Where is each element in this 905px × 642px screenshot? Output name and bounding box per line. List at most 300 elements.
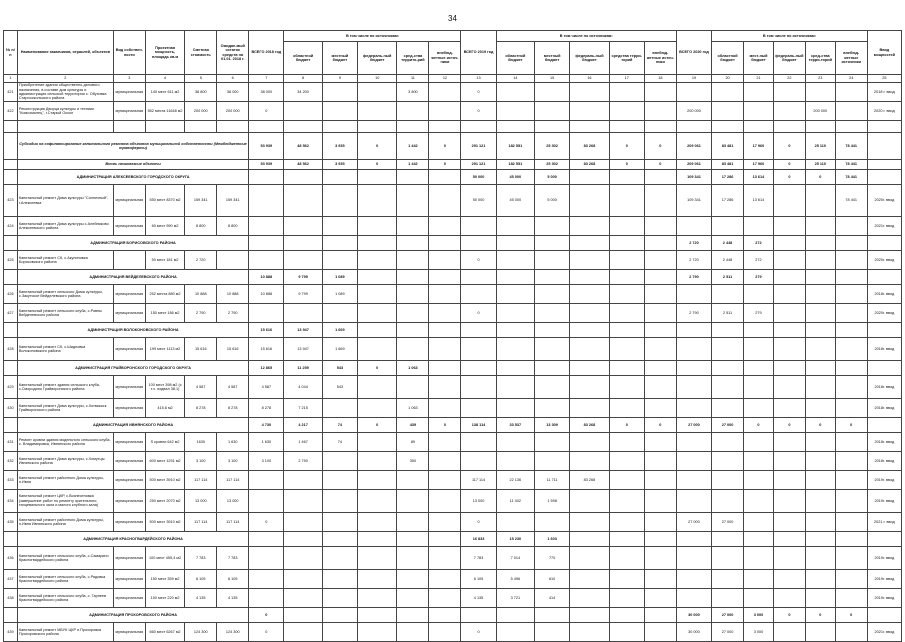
table-cell: 25 110 bbox=[805, 160, 835, 170]
table-cell bbox=[712, 338, 744, 361]
table-cell: 4 217 bbox=[284, 418, 322, 433]
table-cell bbox=[461, 270, 496, 285]
table-cell bbox=[429, 471, 461, 490]
row-number: 424 bbox=[4, 217, 18, 236]
table-cell bbox=[773, 185, 805, 217]
table-cell bbox=[835, 83, 867, 102]
table-cell bbox=[397, 102, 429, 121]
row-number: 435 bbox=[4, 513, 18, 532]
table-cell bbox=[867, 323, 901, 338]
table-cell: 610 bbox=[535, 570, 570, 589]
table-cell: 83 268 bbox=[570, 418, 609, 433]
table-cell bbox=[835, 270, 867, 285]
table-cell bbox=[570, 236, 609, 251]
table-cell: 0 bbox=[609, 418, 644, 433]
table-cell: 124 300 bbox=[217, 623, 249, 642]
table-cell: 200 000 bbox=[185, 102, 217, 121]
table-cell: 17 286 bbox=[712, 170, 744, 185]
table-cell bbox=[4, 532, 18, 547]
row-number: 423 bbox=[4, 185, 18, 217]
table-cell bbox=[322, 513, 357, 532]
object-name: Капитальный ремонт районного Дома культуры, п.Ивня Ивнянского района bbox=[17, 513, 113, 532]
header-capacity: Проектная мощность, площадь кв.м bbox=[145, 31, 184, 75]
table-cell bbox=[249, 547, 284, 570]
table-cell bbox=[357, 338, 396, 361]
table-cell bbox=[676, 376, 711, 399]
table-cell: 3 000 bbox=[744, 608, 774, 623]
table-cell bbox=[397, 304, 429, 323]
table-cell bbox=[609, 185, 644, 217]
table-cell: муниципальная bbox=[113, 623, 145, 642]
table-cell: 140 мест 611 м2 bbox=[145, 83, 184, 102]
table-cell: 4 730 bbox=[249, 418, 284, 433]
object-name: Капитальный ремонт сельского клуба, с.Самарино Красногвардейского района bbox=[17, 547, 113, 570]
table-cell: 2018г. ввод bbox=[867, 452, 901, 471]
table-cell: 109 341 bbox=[676, 185, 711, 217]
table-cell bbox=[676, 547, 711, 570]
table-cell bbox=[284, 304, 322, 323]
table-cell bbox=[535, 623, 570, 642]
table-cell: 9 799 bbox=[284, 270, 322, 285]
table-cell: 138 114 bbox=[461, 418, 496, 433]
table-cell bbox=[805, 399, 835, 418]
table-cell bbox=[322, 304, 357, 323]
object-name: Капитальный ремонт СК, с.Акулиновка Борисовского района bbox=[17, 251, 113, 270]
table-cell bbox=[867, 133, 901, 160]
table-cell: 2 750 bbox=[284, 452, 322, 471]
table-cell: 117 114 bbox=[185, 513, 217, 532]
table-cell bbox=[773, 589, 805, 608]
table-cell bbox=[570, 217, 609, 236]
table-cell bbox=[357, 323, 396, 338]
table-cell bbox=[773, 285, 805, 304]
table-cell bbox=[4, 418, 18, 433]
table-cell bbox=[535, 323, 570, 338]
table-cell: 182 551 bbox=[496, 160, 534, 170]
table-cell bbox=[676, 121, 711, 133]
table-cell bbox=[322, 623, 357, 642]
table-cell bbox=[535, 399, 570, 418]
table-cell: 17 960 bbox=[744, 160, 774, 170]
column-number: 8 bbox=[284, 75, 322, 83]
table-cell bbox=[609, 570, 644, 589]
table-cell bbox=[284, 471, 322, 490]
table-cell: 2 790 bbox=[676, 304, 711, 323]
table-cell: 0 bbox=[644, 133, 676, 160]
table-cell: 600 мест 1291 м2 bbox=[145, 452, 184, 471]
table-cell bbox=[570, 589, 609, 608]
table-cell bbox=[217, 251, 249, 270]
table-cell: 2018г. ввод bbox=[867, 433, 901, 452]
table-cell: муниципальная bbox=[113, 570, 145, 589]
subheader-source: федераль-ный бюджет bbox=[570, 42, 609, 75]
table-cell bbox=[249, 471, 284, 490]
table-cell bbox=[397, 532, 429, 547]
table-cell: муниципальная bbox=[113, 433, 145, 452]
table-cell: 0 bbox=[609, 133, 644, 160]
table-cell: 2 720 bbox=[185, 251, 217, 270]
page-number: 34 bbox=[448, 14, 457, 23]
table-cell bbox=[284, 490, 322, 513]
column-number: 19 bbox=[676, 75, 711, 83]
table-cell bbox=[712, 433, 744, 452]
subheader-source: областной бюджет bbox=[496, 42, 534, 75]
table-cell bbox=[461, 399, 496, 418]
table-cell bbox=[805, 532, 835, 547]
table-cell bbox=[570, 570, 609, 589]
section-label: Вновь начинаемые объекты bbox=[17, 160, 248, 170]
table-cell: 550 мест 8370 м2 bbox=[145, 185, 184, 217]
table-cell bbox=[744, 570, 774, 589]
table-cell bbox=[570, 270, 609, 285]
table-cell bbox=[609, 589, 644, 608]
table-cell: 78 441 bbox=[835, 185, 867, 217]
table-cell bbox=[4, 323, 18, 338]
table-cell: 30 000 bbox=[676, 608, 711, 623]
table-cell bbox=[773, 399, 805, 418]
table-cell: 2020г. ввод bbox=[867, 304, 901, 323]
table-cell: 50 000 bbox=[461, 185, 496, 217]
column-number: 23 bbox=[805, 75, 835, 83]
table-cell bbox=[535, 433, 570, 452]
table-cell: 17 960 bbox=[744, 133, 774, 160]
table-cell bbox=[570, 304, 609, 323]
table-row bbox=[4, 102, 902, 121]
table-cell bbox=[744, 471, 774, 490]
table-cell bbox=[835, 304, 867, 323]
table-row bbox=[4, 304, 902, 323]
table-cell bbox=[429, 304, 461, 323]
row-number: 436 bbox=[4, 547, 18, 570]
table-cell bbox=[867, 608, 901, 623]
table-cell: 1 442 bbox=[397, 160, 429, 170]
section-heading: АДМИНИСТРАЦИЯ ГРАЙВОРОНСКОГО ГОРОДСКОГО ОКРУГА bbox=[17, 361, 248, 376]
table-cell: 250 мест 2070 м2 bbox=[145, 490, 184, 513]
column-number: 2 bbox=[17, 75, 113, 83]
table-cell bbox=[397, 471, 429, 490]
table-cell bbox=[644, 589, 676, 608]
table-cell bbox=[676, 338, 711, 361]
table-cell bbox=[644, 608, 676, 623]
table-cell bbox=[835, 217, 867, 236]
table-row bbox=[4, 433, 902, 452]
table-cell bbox=[284, 547, 322, 570]
table-cell: 8 278 bbox=[217, 399, 249, 418]
table-cell: 2018г. ввод bbox=[867, 285, 901, 304]
table-cell: 0 bbox=[461, 623, 496, 642]
table-cell: 5 000 bbox=[535, 185, 570, 217]
table-cell bbox=[744, 102, 774, 121]
table-cell bbox=[644, 185, 676, 217]
table-cell: муниципальная bbox=[113, 376, 145, 399]
table-cell bbox=[284, 532, 322, 547]
table-row bbox=[4, 547, 902, 570]
row-number: 438 bbox=[4, 589, 18, 608]
table-cell bbox=[357, 236, 396, 251]
table-cell: 83 481 bbox=[712, 160, 744, 170]
table-cell bbox=[496, 270, 534, 285]
table-cell: 2019г. ввод bbox=[867, 547, 901, 570]
table-cell bbox=[835, 121, 867, 133]
table-cell bbox=[4, 608, 18, 623]
table-cell bbox=[357, 471, 396, 490]
section-heading-row bbox=[4, 236, 902, 251]
table-cell bbox=[496, 323, 534, 338]
table-cell bbox=[644, 399, 676, 418]
table-cell bbox=[496, 236, 534, 251]
table-cell: 38 000 bbox=[249, 83, 284, 102]
table-cell: 2020 г. ввод bbox=[867, 102, 901, 121]
table-cell: 4 044 bbox=[284, 376, 322, 399]
table-cell bbox=[805, 338, 835, 361]
table-cell bbox=[496, 608, 534, 623]
column-number: 10 bbox=[357, 75, 396, 83]
table-cell bbox=[644, 217, 676, 236]
table-cell bbox=[676, 532, 711, 547]
table-cell: 8 800 bbox=[217, 217, 249, 236]
table-cell: 1 669 bbox=[322, 323, 357, 338]
table-cell bbox=[835, 471, 867, 490]
table-cell: муниципальная bbox=[113, 490, 145, 513]
table-cell: 1 598 bbox=[535, 490, 570, 513]
table-cell bbox=[397, 589, 429, 608]
table-cell bbox=[570, 399, 609, 418]
subheader-source: сред-ства террито-рий bbox=[397, 42, 429, 75]
table-cell: 10 888 bbox=[249, 270, 284, 285]
table-cell bbox=[357, 608, 396, 623]
column-number: 14 bbox=[496, 75, 534, 83]
table-cell: 159 341 bbox=[217, 185, 249, 217]
table-cell: 2021г. ввод bbox=[867, 217, 901, 236]
table-cell bbox=[322, 490, 357, 513]
row-number: 433 bbox=[4, 471, 18, 490]
table-cell bbox=[744, 376, 774, 399]
table-cell bbox=[570, 251, 609, 270]
table-cell bbox=[496, 121, 534, 133]
table-cell: 770 bbox=[535, 547, 570, 570]
object-name: Капитальный ремонт Дома культуры с.Алейниково Алексеевского района bbox=[17, 217, 113, 236]
table-cell bbox=[249, 217, 284, 236]
table-cell bbox=[249, 185, 284, 217]
table-cell bbox=[357, 452, 396, 471]
subheader-source: местный бюджет bbox=[322, 42, 357, 75]
table-cell: 291 121 bbox=[461, 133, 496, 160]
table-cell bbox=[712, 399, 744, 418]
table-cell: 78 441 bbox=[835, 160, 867, 170]
table-cell: 117 114 bbox=[461, 471, 496, 490]
table-cell bbox=[676, 589, 711, 608]
subheader-source: федераль-ный бюджет bbox=[357, 42, 396, 75]
table-cell bbox=[357, 83, 396, 102]
table-cell bbox=[867, 160, 901, 170]
table-cell bbox=[397, 285, 429, 304]
section-heading: АДМИНИСТРАЦИЯ ИВНЯНСКОГО РАЙОНА bbox=[17, 418, 248, 433]
table-cell: 100 мест 398 м2 (с т.ч. подвал 38,1) bbox=[145, 376, 184, 399]
table-cell bbox=[744, 361, 774, 376]
column-number: 7 bbox=[249, 75, 284, 83]
table-cell bbox=[357, 433, 396, 452]
table-cell: 2021г. ввод bbox=[867, 623, 901, 642]
table-cell bbox=[744, 452, 774, 471]
table-cell: 3 721 bbox=[496, 589, 534, 608]
row-number: 422 bbox=[4, 102, 18, 121]
table-cell bbox=[676, 361, 711, 376]
table-cell: 3 000 bbox=[744, 623, 774, 642]
table-cell bbox=[357, 589, 396, 608]
table-cell bbox=[835, 513, 867, 532]
table-cell: 11 711 bbox=[535, 471, 570, 490]
table-cell: 2 790 bbox=[676, 270, 711, 285]
table-cell bbox=[249, 121, 284, 133]
table-cell bbox=[644, 513, 676, 532]
table-body bbox=[4, 83, 902, 642]
table-cell bbox=[461, 121, 496, 133]
table-cell bbox=[805, 547, 835, 570]
table-cell bbox=[805, 121, 835, 133]
table-cell: 45 000 bbox=[496, 185, 534, 217]
table-cell: 13 614 bbox=[744, 170, 774, 185]
table-cell: 0 bbox=[429, 160, 461, 170]
table-cell bbox=[429, 121, 461, 133]
table-cell: муниципальная bbox=[113, 285, 145, 304]
table-cell bbox=[867, 270, 901, 285]
subheader-source: областной бюджет bbox=[284, 42, 322, 75]
table-row bbox=[4, 399, 902, 418]
table-cell bbox=[805, 285, 835, 304]
table-cell: муниципальная bbox=[113, 399, 145, 418]
table-cell bbox=[609, 121, 644, 133]
table-cell bbox=[644, 570, 676, 589]
row-number: 428 bbox=[4, 338, 18, 361]
table-cell bbox=[322, 170, 357, 185]
table-cell bbox=[397, 170, 429, 185]
table-cell bbox=[609, 102, 644, 121]
table-cell: 34 200 bbox=[284, 83, 322, 102]
table-cell: 0 bbox=[773, 170, 805, 185]
table-cell bbox=[712, 570, 744, 589]
table-cell bbox=[461, 323, 496, 338]
table-cell bbox=[535, 102, 570, 121]
object-name: Капитальный ремонт Дома культуры "Солнечный", г.Алексеевка bbox=[17, 185, 113, 217]
column-number: 3 bbox=[113, 75, 145, 83]
table-cell: 0 bbox=[805, 418, 835, 433]
table-cell bbox=[773, 270, 805, 285]
table-cell: 1 089 bbox=[322, 285, 357, 304]
table-cell bbox=[773, 251, 805, 270]
table-cell: 1 063 bbox=[397, 361, 429, 376]
table-cell bbox=[676, 433, 711, 452]
column-number: 17 bbox=[609, 75, 644, 83]
table-cell: 1 630 bbox=[217, 433, 249, 452]
table-cell bbox=[535, 513, 570, 532]
table-cell: 0 bbox=[249, 513, 284, 532]
table-cell bbox=[429, 623, 461, 642]
table-cell: 7 014 bbox=[496, 547, 534, 570]
table-cell bbox=[284, 251, 322, 270]
table-cell bbox=[496, 361, 534, 376]
subheader-source: средства терри-торий bbox=[609, 42, 644, 75]
table-cell bbox=[429, 452, 461, 471]
table-cell: 1630 bbox=[185, 433, 217, 452]
table-cell bbox=[609, 83, 644, 102]
table-cell bbox=[712, 102, 744, 121]
table-cell bbox=[773, 490, 805, 513]
table-cell: 150 мест 186 м2 bbox=[145, 304, 184, 323]
table-cell: 10 888 bbox=[185, 285, 217, 304]
table-cell bbox=[609, 547, 644, 570]
table-cell bbox=[322, 217, 357, 236]
table-cell: 2018г. ввод bbox=[867, 338, 901, 361]
subsidy-row bbox=[4, 133, 902, 160]
row-number: 425 bbox=[4, 251, 18, 270]
table-cell bbox=[322, 452, 357, 471]
table-cell bbox=[835, 338, 867, 361]
table-cell: 660 мест 6267 м2 bbox=[145, 623, 184, 642]
table-cell bbox=[397, 490, 429, 513]
table-row bbox=[4, 338, 902, 361]
table-cell: 0 bbox=[357, 160, 396, 170]
table-cell bbox=[496, 285, 534, 304]
table-cell bbox=[429, 217, 461, 236]
table-cell bbox=[322, 399, 357, 418]
column-number: 6 bbox=[217, 75, 249, 83]
table-cell bbox=[805, 452, 835, 471]
table-cell: 5 000 bbox=[535, 170, 570, 185]
table-cell bbox=[644, 338, 676, 361]
table-cell: 0 bbox=[609, 160, 644, 170]
table-cell: 53 939 bbox=[249, 160, 284, 170]
table-cell bbox=[535, 251, 570, 270]
table-cell: 2 790 bbox=[217, 304, 249, 323]
table-cell: 13 309 bbox=[535, 418, 570, 433]
table-cell: 15 230 bbox=[496, 532, 534, 547]
table-cell: 272 bbox=[744, 236, 774, 251]
table-cell bbox=[397, 376, 429, 399]
table-cell bbox=[429, 376, 461, 399]
table-cell: 78 441 bbox=[835, 133, 867, 160]
row-number: 430 bbox=[4, 399, 18, 418]
table-cell: 74 bbox=[322, 418, 357, 433]
table-cell: муниципальная bbox=[113, 83, 145, 102]
table-cell bbox=[4, 361, 18, 376]
table-cell: 27 000 bbox=[676, 513, 711, 532]
table-cell bbox=[397, 185, 429, 217]
table-cell bbox=[609, 471, 644, 490]
header-total-2018: ВСЕГО 2018 год bbox=[249, 31, 284, 75]
table-cell: 0 bbox=[644, 160, 676, 170]
table-cell: 2020г. ввод bbox=[867, 185, 901, 217]
header-balance: Ожидае-мый остаток средств на 01.01. 2018 г. bbox=[217, 31, 249, 75]
column-number: 1 bbox=[4, 75, 18, 83]
table-cell: 7 783 bbox=[461, 547, 496, 570]
table-cell bbox=[429, 270, 461, 285]
table-cell: 0 bbox=[357, 361, 396, 376]
table-cell bbox=[249, 532, 284, 547]
table-cell: 0 bbox=[744, 418, 774, 433]
table-cell: 38 000 bbox=[217, 83, 249, 102]
table-cell bbox=[461, 376, 496, 399]
table-cell bbox=[284, 185, 322, 217]
table-cell: 27 000 bbox=[712, 418, 744, 433]
table-cell: 11 259 bbox=[284, 361, 322, 376]
table-cell bbox=[535, 452, 570, 471]
table-cell: 7 783 bbox=[217, 547, 249, 570]
table-cell: 45 000 bbox=[496, 170, 534, 185]
table-cell bbox=[805, 251, 835, 270]
object-name: Реконструкция Дворца культуры и техники "Комсомолец", г.Старый Оскол bbox=[17, 102, 113, 121]
table-cell bbox=[429, 532, 461, 547]
table-cell: 0 bbox=[461, 102, 496, 121]
